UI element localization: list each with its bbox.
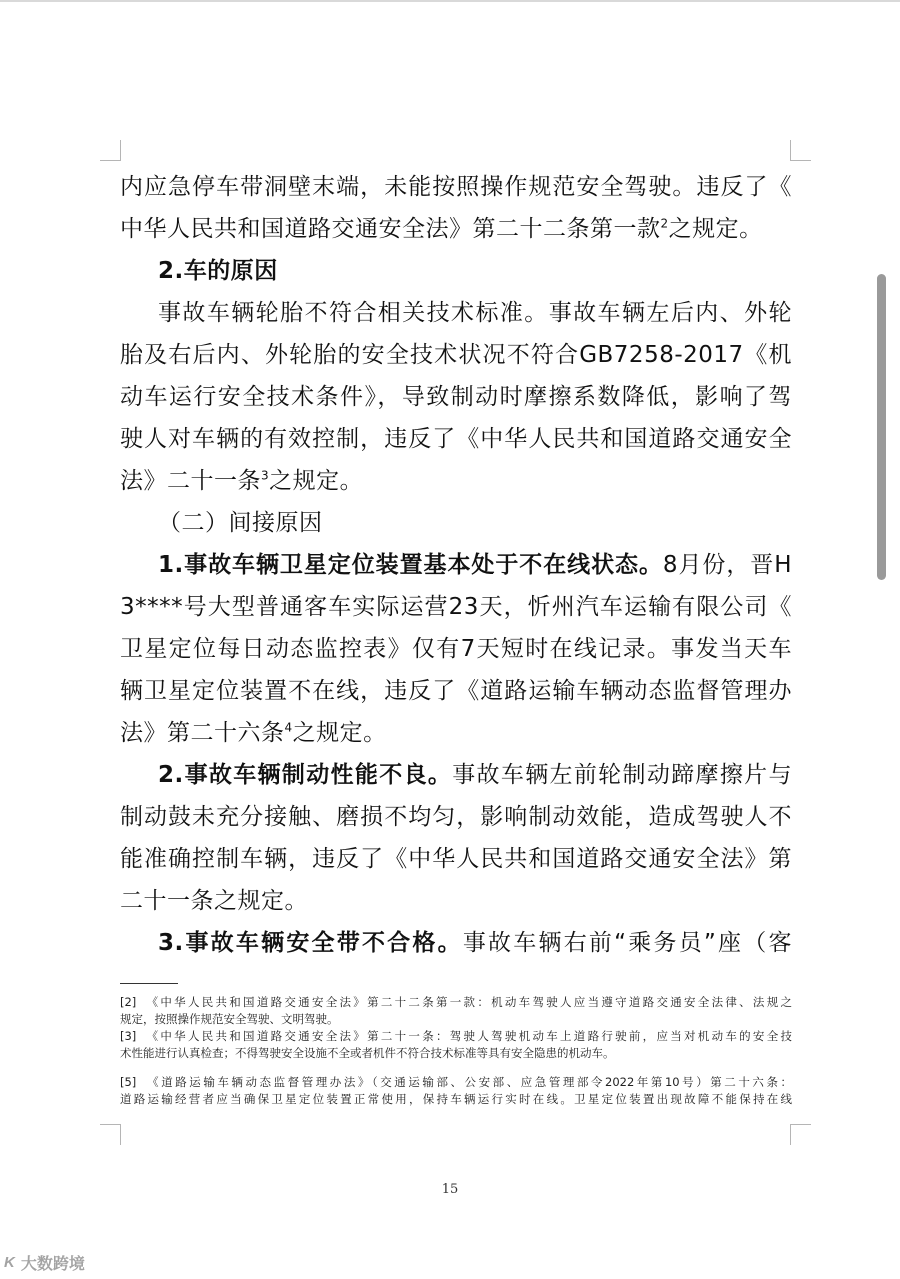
body-line: 制动鼓未充分接触、磨损不均匀，影响制动效能，造成驾驶人不: [120, 804, 792, 830]
body-line: 卫星定位每日动态监控表》仅有7天短时在线记录。事发当天车: [120, 636, 792, 662]
body-line: 2.事故车辆制动性能不良。事故车辆左前轮制动蹄摩擦片与: [158, 762, 792, 788]
body-line: 3.事故车辆安全带不合格。事故车辆右前“乘务员”座（客: [158, 930, 792, 956]
footnote-2-cont: 规定，按照操作规范安全驾驶、文明驾驶。: [120, 1012, 339, 1026]
body-line: 二十一条之规定。: [120, 888, 308, 914]
body-line: 辆卫星定位装置不在线，违反了《道路运输车辆动态监督管理办: [120, 678, 792, 704]
body-line: 胎及右后内、外轮胎的安全技术状况不符合GB7258-2017《机: [120, 342, 792, 368]
watermark-text: 大数跨境: [20, 1253, 85, 1273]
footnote-5-cont: 道路运输经营者应当确保卫星定位装置正常使用，保持车辆运行实时在线。卫星定位装置出现故障不能保持在线: [120, 1092, 792, 1106]
body-line: 能准确控制车辆，违反了《中华人民共和国道路交通安全法》第: [120, 846, 792, 872]
footnotes: [120, 994, 792, 1108]
body-line: 中华人民共和国道路交通安全法》第二十二条第一款$^2$之规定。: [120, 216, 763, 242]
top-border: [0, 0, 900, 2]
body-line: 动车运行安全技术条件》，导致制动时摩擦系数降低，影响了驾: [120, 384, 792, 410]
footnote-5: [5] 《道路运输车辆动态监督管理办法》（交通运输部、公安部、应急管理部令2022年第10号）第二十六条：: [120, 1075, 792, 1089]
footnote-separator: [120, 983, 178, 984]
crop-mark-top-left: [100, 140, 121, 161]
body-line: 法》第二十六条$^4$之规定。: [120, 720, 387, 746]
watermark-logo-icon: K: [4, 1253, 15, 1271]
footnote-2: [2] 《中华人民共和国道路交通安全法》第二十二条第一款：机动车驾驶人应当遵守道路交通安全法律、法规之: [120, 995, 792, 1009]
footnote-3-cont: 术性能进行认真检查；不得驾驶安全设施不全或者机件不符合技术标准等具有安全隐患的机动车。: [120, 1046, 615, 1060]
footnote-ref: 2: [660, 216, 669, 231]
watermark: [4, 1250, 85, 1274]
body-line: 法》二十一条$^3$之规定。: [120, 468, 364, 494]
crop-mark-bottom-right: [790, 1124, 811, 1145]
section-heading: （二）间接原因: [158, 510, 323, 536]
body-line: 事故车辆轮胎不符合相关技术标准。事故车辆左后内、外轮: [158, 300, 792, 326]
section-heading: 2.车的原因: [158, 258, 278, 284]
footnote-ref: 4: [284, 720, 293, 735]
footnote-ref: 3: [261, 468, 270, 483]
body-line: 驶人对车辆的有效控制，违反了《中华人民共和国道路交通安全: [120, 426, 792, 452]
footnote-3: [3] 《中华人民共和国道路交通安全法》第二十一条：驾驶人驾驶机动车上道路行驶前，应当对机动车的安全技: [120, 1029, 792, 1043]
body-line: 3****号大型普通客车实际运营23天，忻州汽车运输有限公司《: [120, 594, 792, 620]
page-number: 15: [441, 1182, 459, 1197]
body-line: 1.事故车辆卫星定位装置基本处于不在线状态。8月份，晋H: [158, 552, 792, 578]
crop-mark-top-right: [790, 140, 811, 161]
document-body: [120, 166, 792, 964]
body-line: 内应急停车带洞壁末端，未能按照操作规范安全驾驶。违反了《: [120, 174, 792, 200]
scrollbar-thumb[interactable]: [877, 274, 886, 580]
crop-mark-bottom-left: [100, 1124, 121, 1145]
